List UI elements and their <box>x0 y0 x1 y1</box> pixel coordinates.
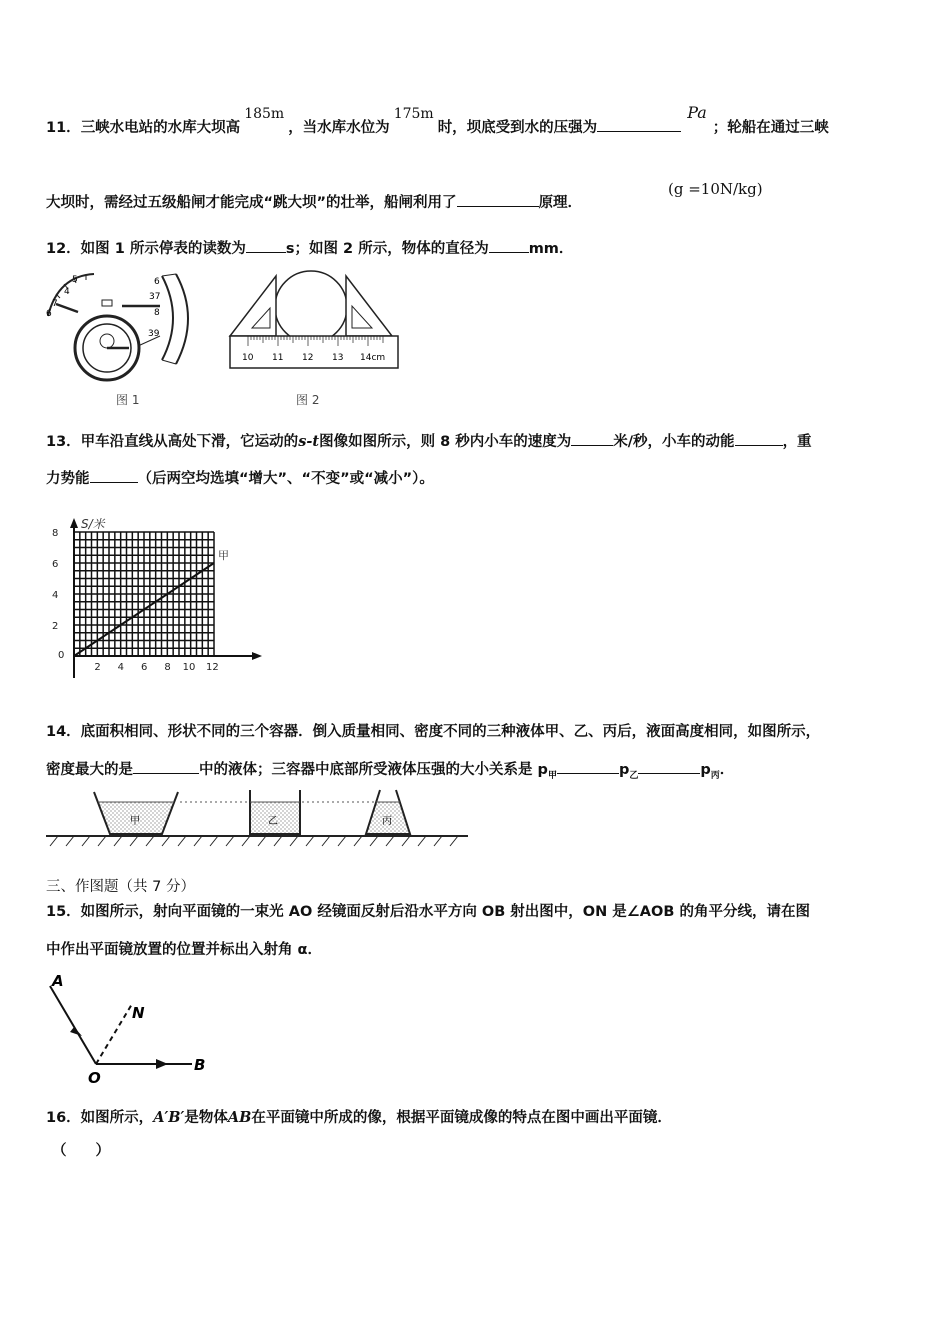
origin-label: 0 <box>58 650 65 661</box>
q11-text-1: 三峡水电站的水库大坝高 <box>80 120 241 136</box>
q11-line1 <box>46 103 829 137</box>
reflection-figure <box>44 972 219 1090</box>
sub-jia: 甲 <box>547 770 557 781</box>
q16-text-3: 在平面镜中所成的像，根据平面镜成像的特点在图中画出平面镜． <box>251 1110 672 1126</box>
q12-text-1: 12．如图 1 所示停表的读数为 <box>46 241 246 257</box>
g-value-note: (g =10N/kg) <box>668 180 763 198</box>
q14-text-2: 中的液体；三容器中底部所受液体压强的大小关系是 p <box>199 762 548 778</box>
q13-text-1: 13．甲车沿直线从高处下滑，它运动的 <box>46 434 299 450</box>
q11-text-2: ，当水库水位为 <box>288 120 390 136</box>
answer-blank-speed[interactable] <box>571 431 613 447</box>
answer-blank-kinetic[interactable] <box>735 431 783 447</box>
normal-line-on <box>96 1004 132 1064</box>
ruler-figure <box>222 268 407 413</box>
q11-line2 <box>46 191 582 212</box>
figure-2-caption: 图 2 <box>296 393 320 407</box>
containers-figure <box>44 788 470 856</box>
ruler-label: 10 <box>242 353 254 363</box>
container-label: 丙 <box>382 816 392 827</box>
q13-text-5: 力势能 <box>46 471 90 487</box>
q13-text-4: ，重 <box>782 434 812 450</box>
big-dial-label: 6 <box>154 277 160 287</box>
ruler-label: 11 <box>272 353 284 363</box>
label-n: N <box>132 1004 145 1022</box>
answer-blank-pressure[interactable] <box>597 117 681 133</box>
q13-line2 <box>46 467 434 488</box>
object-ab: AB <box>227 1109 252 1126</box>
q14-line1: 14．底面积相同、形状不同的三个容器．倒入质量相同、密度不同的三种液体甲、乙、丙后，液面高度相同，如图所示， <box>46 724 821 740</box>
label-a: A <box>52 972 64 990</box>
answer-blank-principle[interactable] <box>457 192 539 208</box>
q13-text-3: 米/秒，小车的动能 <box>613 434 735 450</box>
x-tick-label: 12 <box>206 662 219 673</box>
q16-line1 <box>46 1106 672 1127</box>
label-b: B <box>194 1056 206 1074</box>
big-dial-label: 37 <box>149 292 161 302</box>
q15-line1: 15．如图所示，射向平面镜的一束光 AO 经镜面反射后沿水平方向 OB 射出图中，ON 是∠AOB 的角平分线，请在图 <box>46 904 810 920</box>
y-axis-label: S/米 <box>81 517 105 531</box>
ruler-label: 13 <box>332 353 344 363</box>
x-axis-arrow <box>252 652 262 660</box>
image-ab: A′B′ <box>153 1109 185 1126</box>
q16-paren: （ ） <box>52 1143 110 1159</box>
q14-line2 <box>46 758 734 781</box>
ruler-label: 12 <box>302 353 314 363</box>
y-tick-label: 4 <box>52 590 59 601</box>
small-dial-label: 7 <box>52 299 58 309</box>
stopwatch-figure <box>44 268 199 413</box>
x-tick-label: 6 <box>141 662 148 673</box>
answer-blank-diameter[interactable] <box>489 238 529 254</box>
q16-text-1: 16．如图所示， <box>46 1110 154 1126</box>
q11-number: 11． <box>46 120 81 136</box>
y-axis-arrow <box>70 518 78 528</box>
pressure-unit: Pa <box>687 103 707 122</box>
q11-text-5: 大坝时，需经过五级船闸才能完成“跳大坝”的壮举，船闸利用了 <box>46 195 457 211</box>
label-o: O <box>88 1069 101 1087</box>
answer-blank-densest[interactable] <box>133 759 199 775</box>
incident-ray-ao <box>50 986 96 1064</box>
small-dial-label: 5 <box>72 275 78 285</box>
answer-blank-potential[interactable] <box>90 468 138 484</box>
q12-text-3: mm． <box>528 241 574 257</box>
q13-line1 <box>46 430 812 451</box>
p-symbol: p <box>700 762 711 778</box>
q12-line <box>46 237 573 258</box>
y-tick-label: 6 <box>52 559 59 570</box>
x-tick-label: 10 <box>182 662 196 673</box>
q11-text-3: 时，坝底受到水的压强为 <box>437 120 598 136</box>
container-label: 甲 <box>130 816 140 827</box>
x-tick-label: 2 <box>94 662 101 673</box>
y-tick-label: 8 <box>52 528 59 539</box>
big-dial-label: 39 <box>148 329 160 339</box>
series-label: 甲 <box>218 549 229 562</box>
q11-text-4: ；轮船在通过三峡 <box>712 120 829 136</box>
small-dial-label: 6 <box>46 309 52 319</box>
q14-text-1: 密度最大的是 <box>46 762 133 778</box>
answer-blank-compare-1[interactable] <box>557 759 619 775</box>
q12-text-2: s；如图 2 所示，物体的直径为 <box>285 241 489 257</box>
section-heading: 三、作图题（共 7 分） <box>46 879 195 895</box>
sub-bing: 丙 <box>710 770 720 781</box>
sub-yi: 乙 <box>629 770 639 781</box>
q13-text-6: （后两空均选填“增大”、“不变”或“减小”）。 <box>137 471 434 487</box>
answer-blank-compare-2[interactable] <box>638 759 700 775</box>
x-tick-label: 8 <box>164 662 171 673</box>
q13-text-2: 图像如图所示，则 8 秒内小车的速度为 <box>319 434 572 450</box>
q11-text-6: 原理． <box>538 195 583 211</box>
q14-end: ． <box>719 762 735 778</box>
figure-1-caption: 图 1 <box>116 393 140 407</box>
big-dial-label: 8 <box>154 308 160 318</box>
q16-text-2: 是物体 <box>184 1110 228 1126</box>
p-symbol: p <box>618 762 630 778</box>
st-graph <box>44 510 274 682</box>
water-level: 175m <box>393 106 434 122</box>
ruler-label: 14cm <box>360 353 386 363</box>
y-tick-label: 2 <box>52 621 59 632</box>
st-symbol: s-t <box>298 433 320 450</box>
answer-blank-stopwatch[interactable] <box>246 238 286 254</box>
q15-line2: 中作出平面镜放置的位置并标出入射角 α． <box>46 942 323 958</box>
dam-height: 185m <box>244 106 285 122</box>
x-tick-label: 4 <box>117 662 125 673</box>
small-dial-label: 4 <box>64 287 70 297</box>
container-label: 乙 <box>268 816 278 827</box>
